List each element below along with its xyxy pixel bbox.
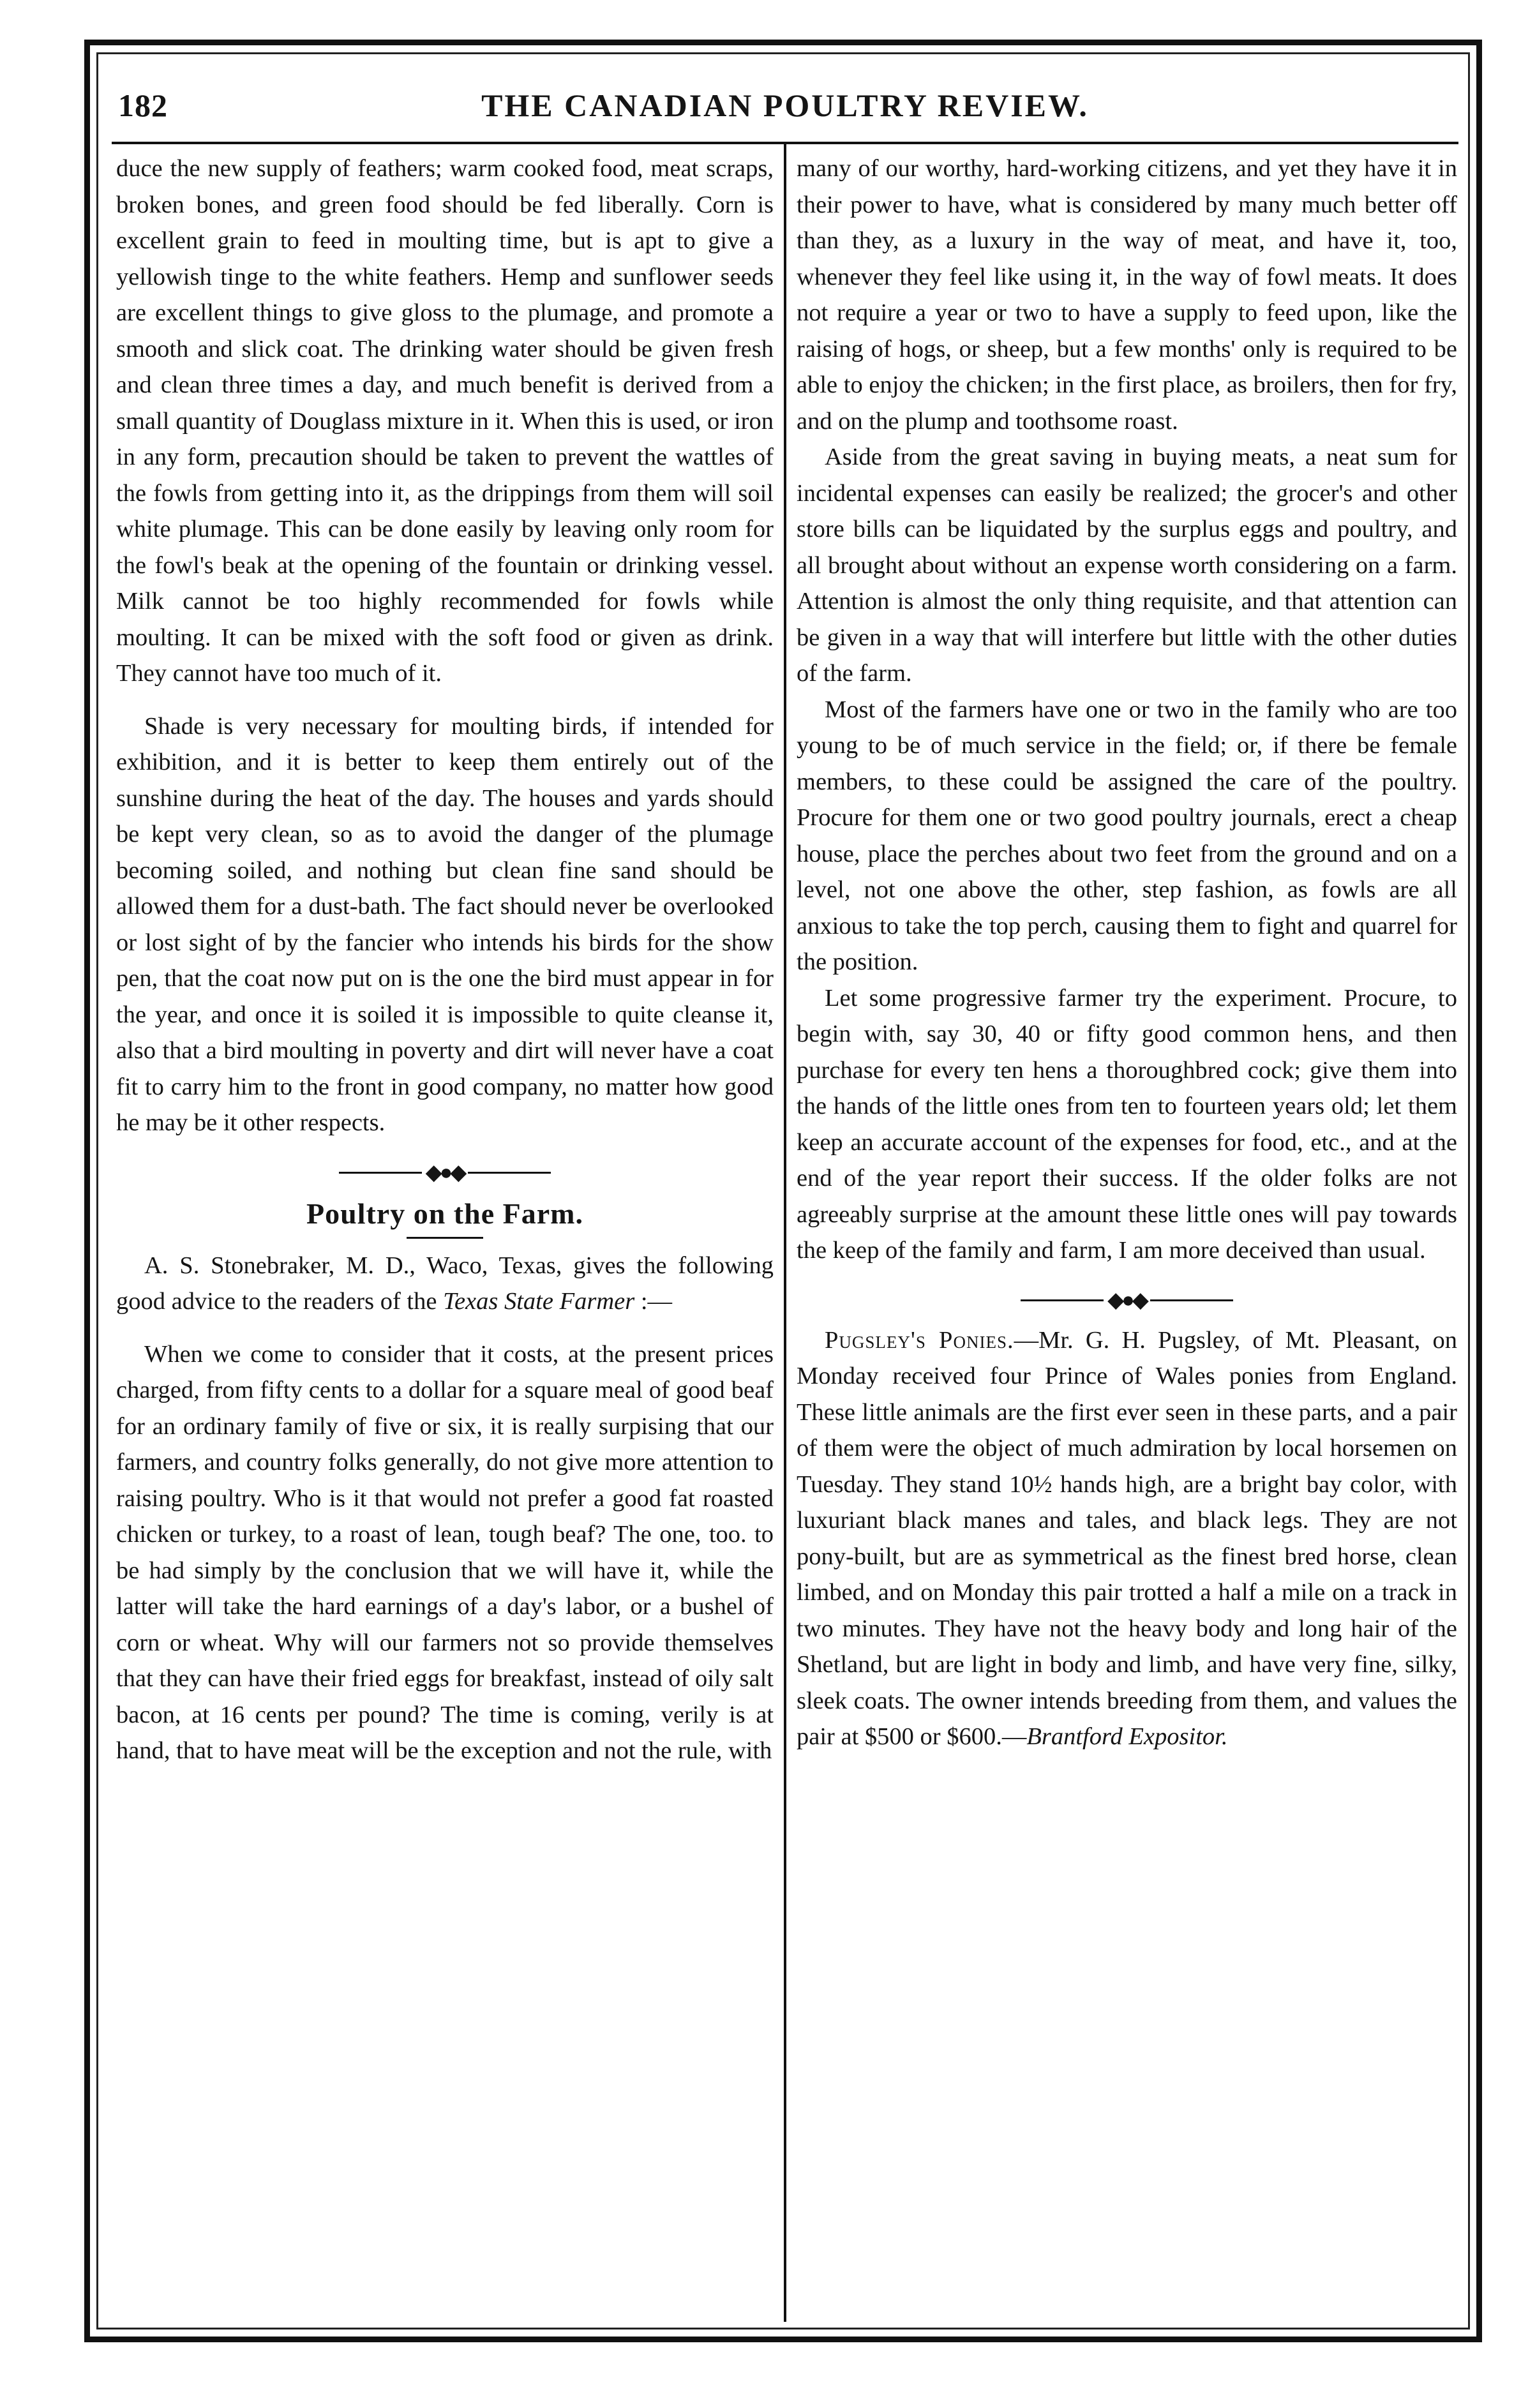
column-divider	[784, 143, 786, 2322]
page-header	[112, 75, 1458, 133]
ornament-rule-right	[468, 1172, 551, 1174]
paragraph-experiment: Let some progressive farmer try the experiment. Procure, to begin with, say 30, 40 or fifty good common hens, and then purchase for every ten hens a thoroughbred cock; give them into the hands of the little ones from ten to fourteen years old; let them keep an accurate account of the expenses for food, etc., and at the end of the year report their success. If the older folks are not agreeably surprise at the amount these little ones will pay towards the keep of the family and farm, I am more deceived than usual.	[797, 984, 1457, 1264]
ornament-glyph: ◆●◆	[1107, 1288, 1146, 1312]
section-ornament	[116, 1156, 774, 1190]
intro-suffix: :—	[634, 1288, 673, 1315]
page-number: 182	[118, 87, 168, 123]
item-body: —Mr. G. H. Pugsley, of Mt. Pleasant, on Monday received four Prince of Wales ponies from England. These little animals are the first ever seen in these parts, and a pair of them were the object of much admiration by local horsemen on Tuesday. They stand 10½ hands high, are a bright bay color, with luxuriant black manes and tales, and black legs. They are not pony-built, but are as symmetrical as the finest bred horse, clean limbed, and on Monday this pair trotted a half a mile on a track in two minutes. They have not the heavy body and long hair of the Shetland, but are light in body and limb, and have very fine, silky, sleek coats. The owner intends breeding from them, and values the pair at $500 or $600.—	[797, 1326, 1457, 1750]
item-title: Pugsley's Ponies.	[825, 1326, 1014, 1354]
paragraph-fowl-meats: many of our worthy, hard-working citizens, and yet they have it in their power to have, what is considered by many much better off than they, as a luxury in the way of meat, and have it, too, whenever they feel like using it, in the way of fowl meats. It does not require a year or two to have a supply to feed upon, like the raising of hogs, or sheep, but a few months' only is required to be able to enjoy the chicken; in the first place, as broilers, then for fry, and on the plump and toothsome roast.	[797, 155, 1457, 435]
ornament-glyph: ◆●◆	[425, 1160, 465, 1185]
journal-title: THE CANADIAN POULTRY REVIEW.	[481, 87, 1089, 123]
paragraph-family-care: Most of the farmers have one or two in the family who are too young to be of much service in the field; or, if there be female members, to these could be assigned the care of the poultry. Procure for them one or two good poultry journals, erect a cheap house, place the perches about two feet from the ground and on a level, not one above the other, step fashion, as fowls are all anxious to take the top perch, causing them to fight and quarrel for the position.	[797, 696, 1457, 975]
heading-rule	[407, 1237, 483, 1239]
paragraph-moulting-shade: Shade is very necessary for moulting birds, if intended for exhibition, and it is better to keep them entirely out of the sunshine during the heat of the day. The houses and yards should be kept very clean, so as to avoid the danger of the plumage becoming soiled, and nothing but clean fine sand should be allowed them for a dust-bath. The fact should never be overlooked or lost sight of by the fancier who intends his birds for the show pen, that the coat now put on is the one the bird must appear in for the year, and once it is soiled it is impossible to quite cleanse it, also that a bird moulting in poverty and dirt will never have a coat fit to carry him to the front in good company, no matter how good he may be it other respects.	[116, 712, 774, 1136]
intro-source: Texas State Farmer	[443, 1288, 635, 1315]
paragraph-intro	[116, 1248, 774, 1320]
paragraph-saving: Aside from the great saving in buying meats, a neat sum for incidental expenses can easily be realized; the grocer's and other store bills can be liquidated by the surplus eggs and poultry, and all brought about without an expense worth considering on a farm. Attention is almost the only thing requisite, and that attention can be given in a way that will interfere but little with the other duties of the farm.	[797, 444, 1457, 687]
section-heading: Poultry on the Farm.	[306, 1197, 583, 1230]
ornament-rule-left	[1021, 1299, 1104, 1301]
paragraph-cost-of-meat: When we come to consider that it costs, at the present prices charged, from fifty cents to a dollar for a square meal of good beaf for an ordinary family of five or six, it is really surpising that our farmers, and country folks generally, do not give more attention to raising poultry. Who is it that would not prefer a good fat roasted chicken or turkey, to a roast of lean, tough beaf? The one, too. to be had simply by the conclusion that we will have it, while the latter will take the hard earnings of a day's labor, or a bushel of corn or wheat. Why will our farmers not so provide themselves that they can have their fried eggs for breakfast, instead of oily salt bacon, at 16 cents per pound? The time is coming, verily is at hand, that to have meat will be the exception and not the rule, with	[116, 1340, 774, 1764]
ornament-rule-left	[339, 1172, 422, 1174]
paragraph-pugsley-ponies	[797, 1322, 1457, 1755]
ornament-rule-right	[1150, 1299, 1233, 1301]
paragraph-moulting-feed: duce the new supply of feathers; warm cooked food, meat scraps, broken bones, and green food should be fed liberally. Corn is excellent grain to feed in moulting time, but is apt to give a yellowish tinge to the white feathers. Hemp and sunflower seeds are excellent things to give gloss to the plumage, and promote a smooth and slick coat. The drinking water should be given fresh and clean three times a day, and much benefit is derived from a small quantity of Douglass mixture in it. When this is used, or iron in any form, precaution should be taken to prevent the wattles of the fowls from getting into it, as the drippings from them will soil white plumage. This can be done easily by leaving only room for the fowl's beak at the opening of the fountain or drinking vessel. Milk cannot be too highly recommended for fowls while moulting. It can be mixed with the soft food or given as drink. They cannot have too much of it.	[116, 155, 774, 687]
intro-text: A. S. Stonebraker, M. D., Waco, Texas, gives the following good advice to the readers of the	[116, 1252, 774, 1315]
left-column	[116, 151, 774, 1769]
item-ornament	[797, 1284, 1457, 1317]
right-column	[797, 151, 1457, 1755]
item-source: Brantford Expositor.	[1026, 1723, 1228, 1750]
